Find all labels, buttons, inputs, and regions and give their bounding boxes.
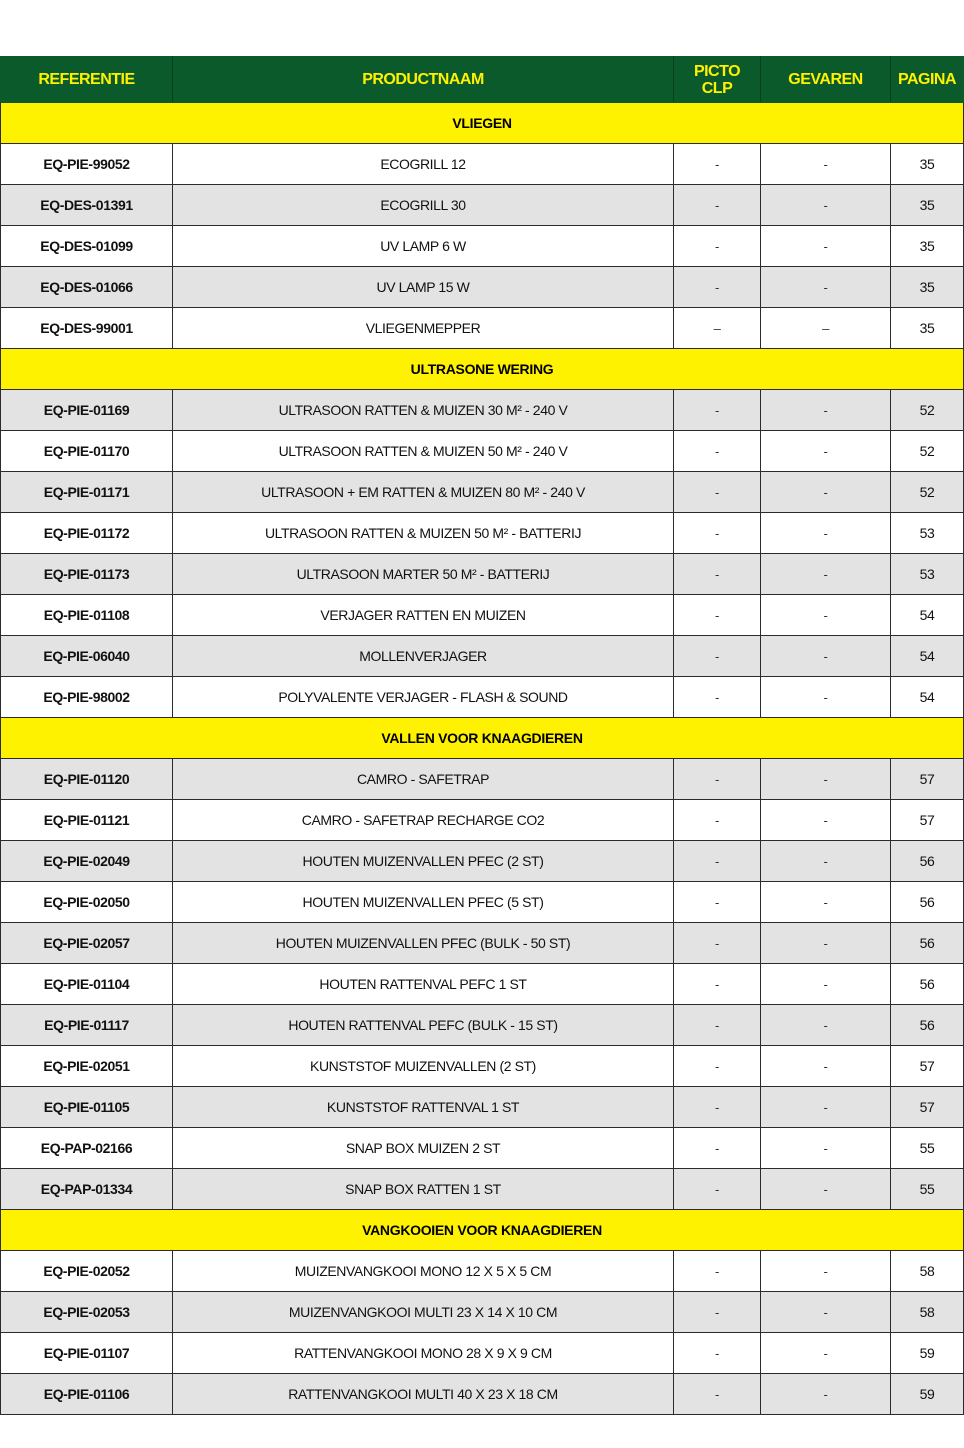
reference-cell: EQ-PIE-01117 bbox=[1, 1005, 173, 1046]
gevaren-cell: - bbox=[761, 841, 891, 882]
column-header-gevaren: GEVAREN bbox=[761, 57, 891, 103]
gevaren-cell: - bbox=[761, 964, 891, 1005]
picto-clp-cell: - bbox=[674, 800, 761, 841]
reference-cell: EQ-PIE-06040 bbox=[1, 636, 173, 677]
page-number-cell: 55 bbox=[891, 1169, 964, 1210]
product-name-cell: VERJAGER RATTEN EN MUIZEN bbox=[173, 595, 674, 636]
picto-clp-cell: - bbox=[674, 267, 761, 308]
product-name-cell: HOUTEN RATTENVAL PEFC (BULK - 15 ST) bbox=[173, 1005, 674, 1046]
table-row bbox=[1, 554, 964, 595]
page-number-cell: 57 bbox=[891, 1046, 964, 1087]
product-name-cell: ULTRASOON RATTEN & MUIZEN 50 M² - 240 V bbox=[173, 431, 674, 472]
table-row bbox=[1, 144, 964, 185]
table-row bbox=[1, 1046, 964, 1087]
table-row bbox=[1, 226, 964, 267]
reference-cell: EQ-PIE-02049 bbox=[1, 841, 173, 882]
section-header-row bbox=[1, 718, 964, 759]
picto-clp-cell: - bbox=[674, 759, 761, 800]
gevaren-cell: - bbox=[761, 1292, 891, 1333]
page-number-cell: 58 bbox=[891, 1292, 964, 1333]
page-number-cell: 56 bbox=[891, 841, 964, 882]
reference-cell: EQ-PIE-01173 bbox=[1, 554, 173, 595]
reference-cell: EQ-PIE-01171 bbox=[1, 472, 173, 513]
table-header-row bbox=[1, 57, 964, 103]
product-name-cell: ULTRASOON + EM RATTEN & MUIZEN 80 M² - 240 V bbox=[173, 472, 674, 513]
page-number-cell: 56 bbox=[891, 964, 964, 1005]
picto-clp-cell: - bbox=[674, 841, 761, 882]
section-title: VALLEN VOOR KNAAGDIEREN bbox=[1, 718, 964, 759]
picto-clp-cell: – bbox=[674, 308, 761, 349]
gevaren-cell: - bbox=[761, 636, 891, 677]
gevaren-cell: - bbox=[761, 1169, 891, 1210]
gevaren-cell: - bbox=[761, 1251, 891, 1292]
product-name-cell: MUIZENVANGKOOI MONO 12 X 5 X 5 CM bbox=[173, 1251, 674, 1292]
page-number-cell: 35 bbox=[891, 267, 964, 308]
page-number-cell: 35 bbox=[891, 185, 964, 226]
picto-clp-cell: - bbox=[674, 226, 761, 267]
section-header-row bbox=[1, 1210, 964, 1251]
reference-cell: EQ-PIE-02051 bbox=[1, 1046, 173, 1087]
picto-clp-cell: - bbox=[674, 1005, 761, 1046]
picto-clp-cell: - bbox=[674, 185, 761, 226]
table-row bbox=[1, 882, 964, 923]
table-body bbox=[1, 103, 964, 1415]
section-title: VANGKOOIEN VOOR KNAAGDIEREN bbox=[1, 1210, 964, 1251]
reference-cell: EQ-PIE-02053 bbox=[1, 1292, 173, 1333]
product-name-cell: RATTENVANGKOOI MONO 28 X 9 X 9 CM bbox=[173, 1333, 674, 1374]
picto-clp-cell: - bbox=[674, 677, 761, 718]
reference-cell: EQ-PIE-01169 bbox=[1, 390, 173, 431]
gevaren-cell: - bbox=[761, 390, 891, 431]
picto-clp-cell: - bbox=[674, 513, 761, 554]
page-number-cell: 57 bbox=[891, 1087, 964, 1128]
page-number-cell: 57 bbox=[891, 759, 964, 800]
picto-clp-cell: - bbox=[674, 636, 761, 677]
picto-clp-cell: - bbox=[674, 964, 761, 1005]
page-number-cell: 57 bbox=[891, 800, 964, 841]
picto-clp-cell: - bbox=[674, 1292, 761, 1333]
page-number-cell: 52 bbox=[891, 390, 964, 431]
picto-clp-cell: - bbox=[674, 144, 761, 185]
table-row bbox=[1, 1128, 964, 1169]
table-row bbox=[1, 185, 964, 226]
product-name-cell: ECOGRILL 30 bbox=[173, 185, 674, 226]
page-number-cell: 55 bbox=[891, 1128, 964, 1169]
gevaren-cell: - bbox=[761, 513, 891, 554]
product-table bbox=[0, 56, 964, 1415]
gevaren-cell: - bbox=[761, 800, 891, 841]
picto-clp-cell: - bbox=[674, 390, 761, 431]
page-number-cell: 52 bbox=[891, 431, 964, 472]
reference-cell: EQ-PIE-01104 bbox=[1, 964, 173, 1005]
table-row bbox=[1, 1005, 964, 1046]
column-header-pagina: PAGINA bbox=[891, 57, 964, 103]
gevaren-cell: – bbox=[761, 308, 891, 349]
gevaren-cell: - bbox=[761, 1046, 891, 1087]
table-row bbox=[1, 800, 964, 841]
picto-clp-cell: - bbox=[674, 595, 761, 636]
reference-cell: EQ-DES-01099 bbox=[1, 226, 173, 267]
table-row bbox=[1, 1333, 964, 1374]
product-name-cell: SNAP BOX RATTEN 1 ST bbox=[173, 1169, 674, 1210]
reference-cell: EQ-PIE-98002 bbox=[1, 677, 173, 718]
reference-cell: EQ-PIE-01106 bbox=[1, 1374, 173, 1415]
table-row bbox=[1, 1251, 964, 1292]
gevaren-cell: - bbox=[761, 1374, 891, 1415]
product-name-cell: CAMRO - SAFETRAP RECHARGE CO2 bbox=[173, 800, 674, 841]
gevaren-cell: - bbox=[761, 882, 891, 923]
product-name-cell: MOLLENVERJAGER bbox=[173, 636, 674, 677]
product-name-cell: CAMRO - SAFETRAP bbox=[173, 759, 674, 800]
product-name-cell: UV LAMP 6 W bbox=[173, 226, 674, 267]
gevaren-cell: - bbox=[761, 144, 891, 185]
picto-clp-cell: - bbox=[674, 882, 761, 923]
product-name-cell: ULTRASOON RATTEN & MUIZEN 30 M² - 240 V bbox=[173, 390, 674, 431]
product-name-cell: ULTRASOON MARTER 50 M² - BATTERIJ bbox=[173, 554, 674, 595]
gevaren-cell: - bbox=[761, 1005, 891, 1046]
picto-clp-cell: - bbox=[674, 472, 761, 513]
column-header-picto-clp-line1: PICTO bbox=[693, 62, 741, 80]
gevaren-cell: - bbox=[761, 267, 891, 308]
page-number-cell: 58 bbox=[891, 1251, 964, 1292]
product-name-cell: HOUTEN RATTENVAL PEFC 1 ST bbox=[173, 964, 674, 1005]
page-number-cell: 35 bbox=[891, 144, 964, 185]
reference-cell: EQ-PIE-01105 bbox=[1, 1087, 173, 1128]
page-number-cell: 56 bbox=[891, 882, 964, 923]
gevaren-cell: - bbox=[761, 226, 891, 267]
column-header-productnaam: PRODUCTNAAM bbox=[173, 57, 674, 103]
picto-clp-cell: - bbox=[674, 1251, 761, 1292]
table-row bbox=[1, 1292, 964, 1333]
gevaren-cell: - bbox=[761, 472, 891, 513]
reference-cell: EQ-PIE-02052 bbox=[1, 1251, 173, 1292]
table-row bbox=[1, 677, 964, 718]
section-header-row bbox=[1, 349, 964, 390]
picto-clp-cell: - bbox=[674, 1333, 761, 1374]
reference-cell: EQ-PIE-01108 bbox=[1, 595, 173, 636]
reference-cell: EQ-PIE-01170 bbox=[1, 431, 173, 472]
page-number-cell: 53 bbox=[891, 513, 964, 554]
gevaren-cell: - bbox=[761, 1128, 891, 1169]
reference-cell: EQ-PIE-01107 bbox=[1, 1333, 173, 1374]
table-row bbox=[1, 472, 964, 513]
table-row bbox=[1, 759, 964, 800]
table-row bbox=[1, 595, 964, 636]
product-name-cell: UV LAMP 15 W bbox=[173, 267, 674, 308]
gevaren-cell: - bbox=[761, 595, 891, 636]
section-header-row bbox=[1, 103, 964, 144]
gevaren-cell: - bbox=[761, 677, 891, 718]
table-row bbox=[1, 1169, 964, 1210]
gevaren-cell: - bbox=[761, 923, 891, 964]
reference-cell: EQ-PIE-01172 bbox=[1, 513, 173, 554]
picto-clp-cell: - bbox=[674, 1128, 761, 1169]
page-number-cell: 54 bbox=[891, 636, 964, 677]
table-row bbox=[1, 964, 964, 1005]
reference-cell: EQ-PIE-01120 bbox=[1, 759, 173, 800]
product-name-cell: POLYVALENTE VERJAGER - FLASH & SOUND bbox=[173, 677, 674, 718]
reference-cell: EQ-PIE-02057 bbox=[1, 923, 173, 964]
reference-cell: EQ-PIE-01121 bbox=[1, 800, 173, 841]
page-number-cell: 59 bbox=[891, 1374, 964, 1415]
page-number-cell: 35 bbox=[891, 308, 964, 349]
table-row bbox=[1, 923, 964, 964]
table-row bbox=[1, 431, 964, 472]
page-number-cell: 53 bbox=[891, 554, 964, 595]
column-header-picto-clp-line2: CLP bbox=[701, 79, 733, 97]
table-row bbox=[1, 308, 964, 349]
reference-cell: EQ-DES-01066 bbox=[1, 267, 173, 308]
picto-clp-cell: - bbox=[674, 923, 761, 964]
table-row bbox=[1, 1374, 964, 1415]
gevaren-cell: - bbox=[761, 431, 891, 472]
picto-clp-cell: - bbox=[674, 431, 761, 472]
reference-cell: EQ-PIE-99052 bbox=[1, 144, 173, 185]
gevaren-cell: - bbox=[761, 1087, 891, 1128]
page-number-cell: 52 bbox=[891, 472, 964, 513]
reference-cell: EQ-PIE-02050 bbox=[1, 882, 173, 923]
gevaren-cell: - bbox=[761, 1333, 891, 1374]
product-name-cell: HOUTEN MUIZENVALLEN PFEC (BULK - 50 ST) bbox=[173, 923, 674, 964]
product-name-cell: ULTRASOON RATTEN & MUIZEN 50 M² - BATTERIJ bbox=[173, 513, 674, 554]
gevaren-cell: - bbox=[761, 185, 891, 226]
page-number-cell: 56 bbox=[891, 1005, 964, 1046]
reference-cell: EQ-DES-99001 bbox=[1, 308, 173, 349]
product-name-cell: HOUTEN MUIZENVALLEN PFEC (2 ST) bbox=[173, 841, 674, 882]
table-row bbox=[1, 636, 964, 677]
product-name-cell: KUNSTSTOF RATTENVAL 1 ST bbox=[173, 1087, 674, 1128]
product-name-cell: KUNSTSTOF MUIZENVALLEN (2 ST) bbox=[173, 1046, 674, 1087]
section-title: ULTRASONE WERING bbox=[1, 349, 964, 390]
reference-cell: EQ-PAP-02166 bbox=[1, 1128, 173, 1169]
reference-cell: EQ-PAP-01334 bbox=[1, 1169, 173, 1210]
page-number-cell: 35 bbox=[891, 226, 964, 267]
table-row bbox=[1, 841, 964, 882]
reference-cell: EQ-DES-01391 bbox=[1, 185, 173, 226]
column-header-picto-clp bbox=[674, 57, 761, 103]
page-number-cell: 54 bbox=[891, 595, 964, 636]
column-header-referentie: REFERENTIE bbox=[1, 57, 173, 103]
picto-clp-cell: - bbox=[674, 1374, 761, 1415]
product-name-cell: VLIEGENMEPPER bbox=[173, 308, 674, 349]
table-row bbox=[1, 513, 964, 554]
product-name-cell: SNAP BOX MUIZEN 2 ST bbox=[173, 1128, 674, 1169]
gevaren-cell: - bbox=[761, 554, 891, 595]
product-name-cell: MUIZENVANGKOOI MULTI 23 X 14 X 10 CM bbox=[173, 1292, 674, 1333]
page-number-cell: 54 bbox=[891, 677, 964, 718]
picto-clp-cell: - bbox=[674, 1169, 761, 1210]
product-name-cell: RATTENVANGKOOI MULTI 40 X 23 X 18 CM bbox=[173, 1374, 674, 1415]
gevaren-cell: - bbox=[761, 759, 891, 800]
table-row bbox=[1, 267, 964, 308]
table-row bbox=[1, 1087, 964, 1128]
section-title: VLIEGEN bbox=[1, 103, 964, 144]
product-name-cell: HOUTEN MUIZENVALLEN PFEC (5 ST) bbox=[173, 882, 674, 923]
page-number-cell: 59 bbox=[891, 1333, 964, 1374]
table-row bbox=[1, 390, 964, 431]
page-number-cell: 56 bbox=[891, 923, 964, 964]
picto-clp-cell: - bbox=[674, 554, 761, 595]
picto-clp-cell: - bbox=[674, 1087, 761, 1128]
product-name-cell: ECOGRILL 12 bbox=[173, 144, 674, 185]
picto-clp-cell: - bbox=[674, 1046, 761, 1087]
